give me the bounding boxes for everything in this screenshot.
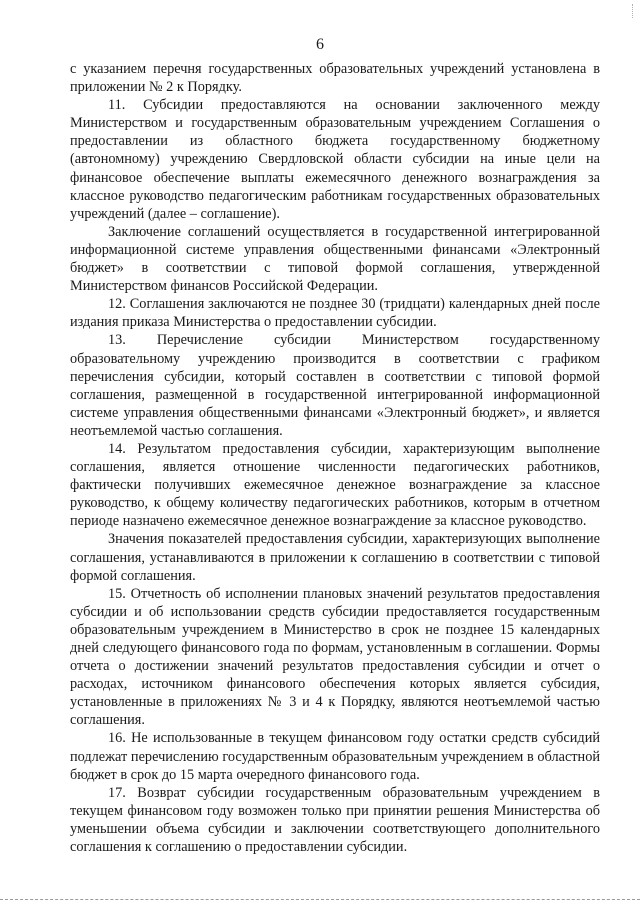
paragraph-14: 14. Результатом предоставления субсидии, характеризующим выполнение соглашения, является отношение численности педагогических работников, фактически получивших ежемесячное денежное вознаграждение за классное руководство, к общему количеству педагогических работников, которым в отчетном периоде назначено ежемесячное денежное вознаграждение за классное руководство. bbox=[70, 440, 600, 530]
paragraph-16: 16. Не использованные в текущем финансовом году остатки средств субсидий подлежат перечислению государственным образовательным учреждением в областной бюджет в срок до 15 марта очередного финансового года. bbox=[70, 730, 600, 783]
paragraph-11-conclusion: Заключение соглашений осуществляется в государственной интегрированной информационной системе управления общественными финансами «Электронный бюджет» в соответствии с типовой формой соглашения, утвержденной Министерством финансов Российской Федерации. bbox=[70, 223, 600, 295]
paragraph-13: 13. Перечисление субсидии Министерством государственному образовательному учреждению производится в соответствии с графиком перечисления субсидии, который составлен в соответствии с типовой формой соглашения, размещенной в государственной интегрированной информационной системе управления общественными финансами «Электронный бюджет», и является неотъемлемой частью соглашения. bbox=[70, 332, 600, 439]
paragraph-14-values: Значения показателей предоставления субсидии, характеризующих выполнение соглашения, устанавливаются в приложении к соглашению в соответствии с типовой формой соглашения. bbox=[70, 531, 600, 584]
paragraph-11: 11. Субсидии предоставляются на основании заключенного между Министерством и государственным образовательным учреждением Соглашения о предоставлении из областного бюджета государственному бюджетному (автономному) учреждению Свердловской области субсидии на иные цели на финансовое обеспечение выплаты ежемесячного денежного вознаграждения за классное руководство педагогическим работникам государственных образовательных учреждений (далее – соглашение). bbox=[70, 97, 600, 222]
paragraph-15: 15. Отчетность об исполнении плановых значений результатов предоставления субсидии и об использовании средств субсидии предоставляется государственным образовательным учреждением в Министерство в срок не позднее 15 календарных дней следующего финансового года по формам, установленным в соглашении. Формы отчета о достижении значений результатов предоставления субсидии и отчет о расходах, источником финансового обеспечения которых является субсидия, установленные в приложениях № 3 и 4 к Порядку, являются неотъемлемой частью соглашения. bbox=[70, 585, 600, 729]
paragraph-12: 12. Соглашения заключаются не позднее 30 (тридцати) календарных дней после издания приказа Министерства о предоставлении субсидии. bbox=[70, 296, 600, 331]
page-number: 6 bbox=[316, 36, 324, 53]
page-bottom-divider bbox=[0, 899, 640, 900]
paragraph-continuation: с указанием перечня государственных образовательных учреждений установлена в приложении № 2 к Порядку. bbox=[70, 61, 600, 96]
paragraph-17: 17. Возврат субсидии государственным образовательным учреждением в текущем финансовом году возможен только при принятии решения Министерства об уменьшении объема субсидии и заключении соответствующего дополнительного соглашения к соглашению о предоставлении субсидии. bbox=[70, 784, 600, 856]
scan-corner-mark bbox=[632, 4, 634, 18]
document-body bbox=[70, 60, 600, 856]
